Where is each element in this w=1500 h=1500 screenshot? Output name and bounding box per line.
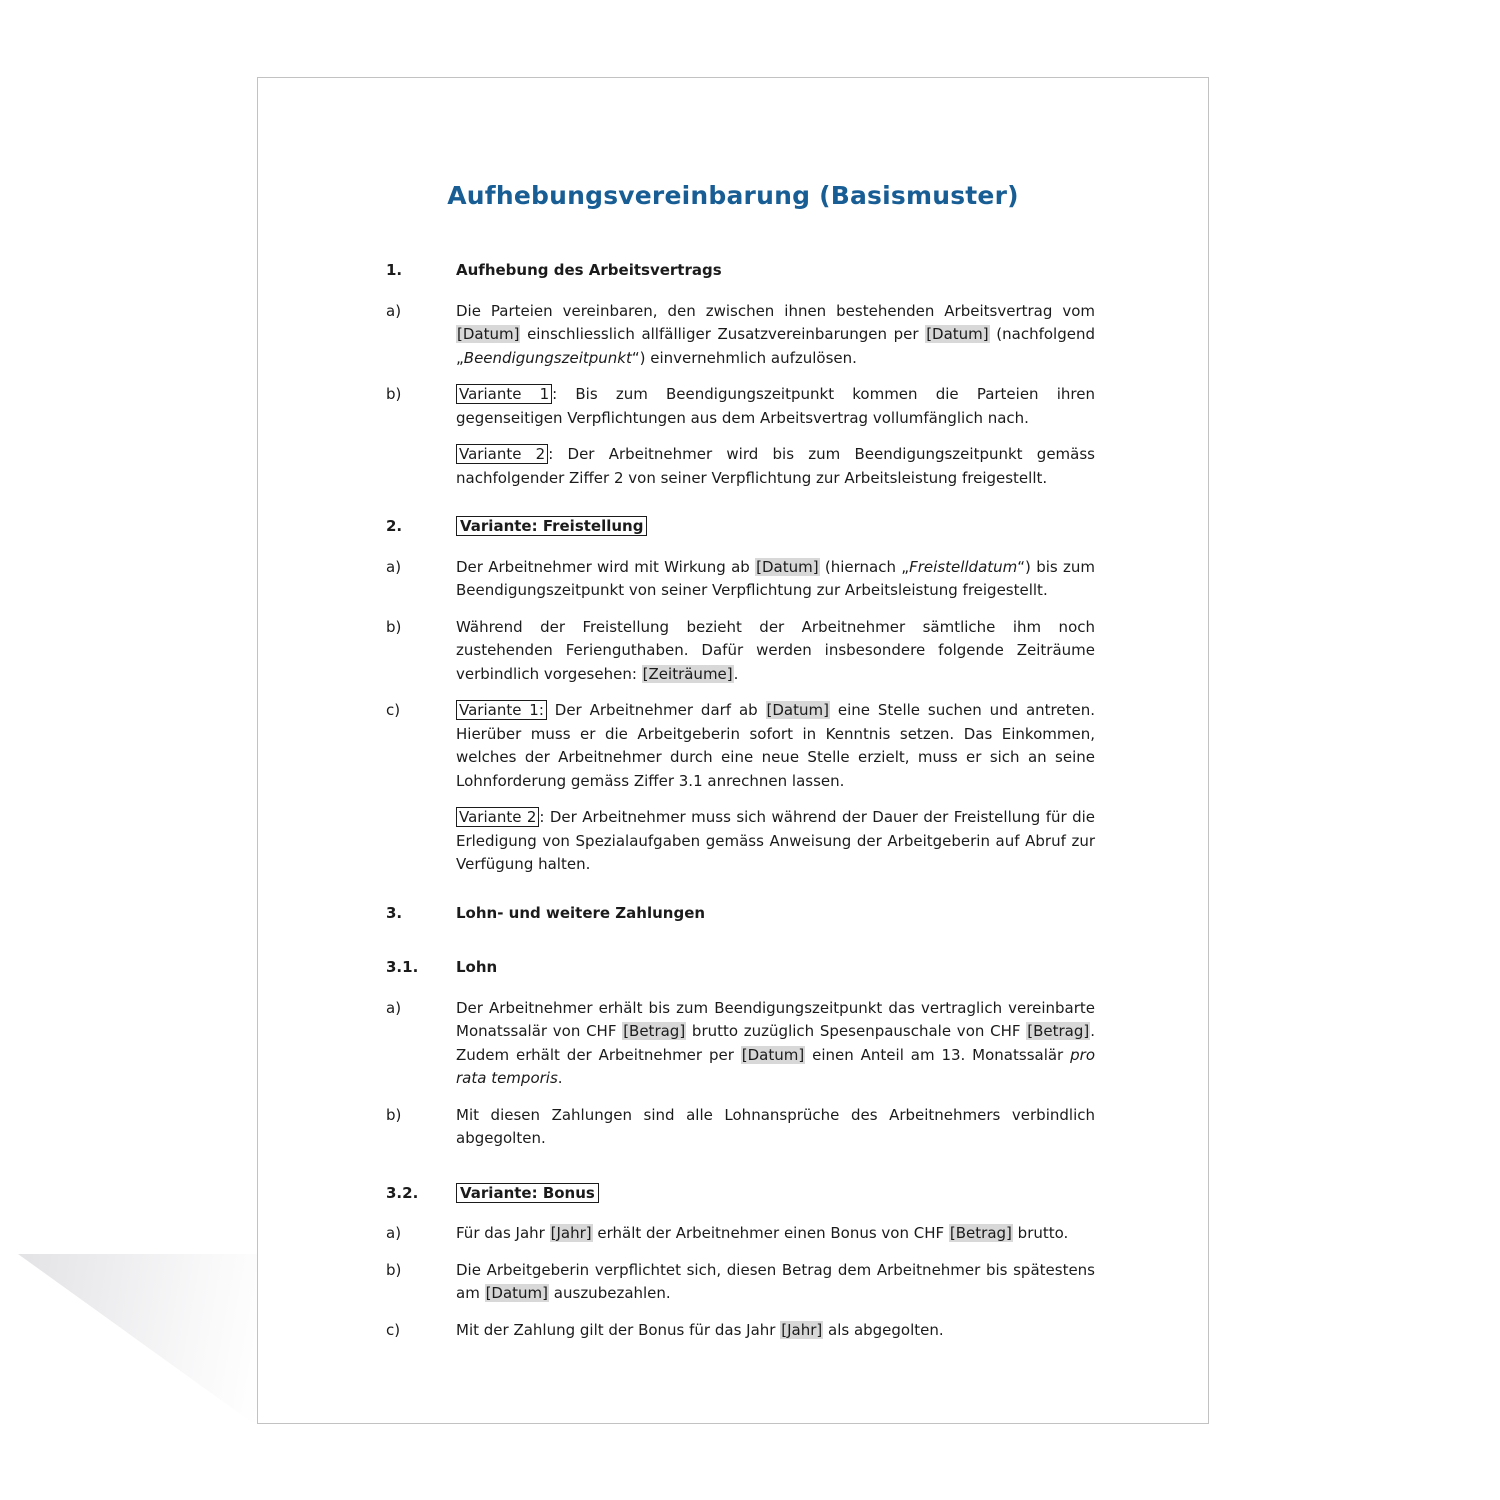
placeholder-token: [Datum] [457, 325, 520, 343]
paragraph [386, 1222, 1095, 1246]
text-run: Der Arbeitnehmer darf ab [546, 701, 766, 719]
text-run: “) bis zum Beendigungszeitpunkt von seiner Verpflichtung zur Arbeitsleistung freigestellt. [456, 557, 1096, 599]
item-label: a) [386, 301, 402, 320]
text-run: als abgegolten. [823, 1320, 944, 1339]
text-run: einschliesslich allfälliger Zusatzvereinbarungen per [520, 325, 926, 343]
paragraph [386, 699, 1095, 793]
italic-text: pro rata temporis [456, 1045, 1095, 1087]
variant-box: Variante 2 [456, 807, 539, 827]
item-label: 2. [386, 517, 403, 535]
paragraph [386, 556, 1095, 603]
text-run: . Zudem erhält der Arbeitnehmer per [456, 1022, 1095, 1064]
document-page [257, 77, 1209, 1424]
paragraph [386, 300, 1095, 371]
placeholder-token: [Zeiträume] [642, 664, 733, 683]
item-label: 3.2. [386, 1183, 419, 1202]
paragraph [386, 383, 1095, 430]
section-heading [386, 1182, 1095, 1206]
paragraph [386, 443, 1095, 490]
placeholder-token: [Jahr] [781, 1320, 823, 1339]
placeholder-token: [Betrag] [1027, 1022, 1090, 1040]
item-text [456, 616, 1095, 687]
text-run: (nachfolgend „ [456, 325, 1095, 367]
variant-heading-box: Variante: Bonus [456, 1183, 599, 1203]
section-heading [386, 259, 1095, 283]
text-run: Während der Freistellung bezieht der Arbeitnehmer sämtliche ihm noch zustehenden Ferienguthaben. Dafür werden insbesondere folgende Zeiträume verbindlich vorgesehen: [456, 617, 1095, 683]
item-text [456, 383, 1095, 430]
item-text [456, 443, 1095, 490]
item-label: c) [386, 1320, 401, 1339]
item-text [456, 556, 1095, 603]
text-run: auszubezahlen. [549, 1284, 671, 1302]
item-text [456, 1222, 1095, 1246]
variant-box: Variante 2 [456, 444, 548, 464]
placeholder-token: [Datum] [926, 325, 989, 343]
item-text [456, 300, 1095, 371]
text-run: einen Anteil am 13. Monatssalär [805, 1045, 1071, 1064]
paragraph [386, 1259, 1095, 1306]
text-run: brutto. [1012, 1224, 1069, 1242]
item-text [456, 1182, 1095, 1206]
section-heading [386, 902, 1095, 926]
bold-text: Aufhebung des Arbeitsvertrags [456, 261, 722, 279]
text-run: Die Arbeitgeberin verpflichtet sich, diesen Betrag dem Arbeitnehmer bis spätestens am [456, 1260, 1095, 1302]
item-label: c) [386, 701, 401, 719]
placeholder-token: [Datum] [485, 1284, 549, 1302]
text-run: Mit diesen Zahlungen sind alle Lohnansprüche des Arbeitnehmers verbindlich abgegolten. [456, 1105, 1095, 1147]
placeholder-token: [Betrag] [949, 1224, 1012, 1242]
item-label: a) [386, 557, 402, 576]
item-label: b) [386, 385, 402, 403]
placeholder-token: [Betrag] [623, 1022, 686, 1040]
item-label: a) [386, 998, 402, 1017]
text-run: Für das Jahr [456, 1224, 550, 1242]
italic-text: Freistelldatum [909, 557, 1018, 576]
item-label: a) [386, 1224, 402, 1242]
text-run: : Bis zum Beendigungszeitpunkt kommen die Parteien ihren gegenseitigen Verpflichtungen aus dem Arbeitsvertrag vollumfänglich nach. [456, 385, 1095, 427]
item-text [456, 997, 1095, 1091]
placeholder-token: [Datum] [756, 557, 819, 576]
text-run: . [733, 664, 739, 683]
text-run: Der Arbeitnehmer erhält bis zum Beendigungszeitpunkt das vertraglich vereinbarte Monatssalär von CHF [456, 998, 1095, 1040]
text-run: “) einvernehmlich aufzulösen. [631, 348, 857, 367]
placeholder-token: [Datum] [741, 1045, 805, 1064]
item-text [456, 956, 1095, 980]
paragraph [386, 1319, 1095, 1343]
item-text [456, 515, 1095, 539]
text-run: Mit der Zahlung gilt der Bonus für das Jahr [456, 1320, 781, 1339]
variant-box: Variante 1: [456, 700, 547, 720]
item-text [456, 1104, 1095, 1151]
paragraph [386, 616, 1095, 687]
text-run: : Der Arbeitnehmer wird bis zum Beendigungszeitpunkt gemäss nachfolgender Ziffer 2 von seiner Verpflichtung zur Arbeitsleistung freigestellt. [456, 445, 1095, 487]
variant-heading-box: Variante: Freistellung [456, 516, 647, 536]
item-text [456, 699, 1095, 793]
text-run: brutto zuzüglich Spesenpauschale von CHF [686, 1022, 1027, 1040]
item-text [456, 902, 1095, 926]
paragraph [386, 806, 1095, 877]
text-run: : Der Arbeitnehmer muss sich während der Dauer der Freistellung für die Erledigung von Spezialaufgaben gemäss Anweisung der Arbeitgeberin auf Abruf zur Verfügung halten. [456, 808, 1095, 873]
page-corner-shadow [18, 1254, 257, 1426]
item-label: b) [386, 617, 402, 636]
paragraph [386, 997, 1095, 1091]
text-run: (hiernach „ [819, 557, 910, 576]
section-heading [386, 956, 1095, 980]
item-label: 3.1. [386, 958, 419, 976]
text-run: Der Arbeitnehmer wird mit Wirkung ab [456, 557, 756, 576]
paragraph [386, 1104, 1095, 1151]
italic-text: Beendigungszeitpunkt [463, 348, 632, 367]
text-run: eine Stelle suchen und antreten. Hierüber muss er die Arbeitgeberin sofort in Kenntnis setzen. Das Einkommen, welches der Arbeitnehmer durch eine neue Stelle erzielt, muss er sich an seine Lohnforderung gemäss Ziffer 3.1 anrechnen lassen. [456, 701, 1096, 790]
document-body [386, 259, 1095, 1342]
item-label: 1. [386, 261, 403, 279]
variant-box: Variante 1 [456, 384, 552, 404]
section-heading [386, 515, 1095, 539]
item-text [456, 1319, 1095, 1343]
item-label: b) [386, 1260, 402, 1279]
placeholder-token: [Datum] [766, 701, 829, 719]
item-text [456, 259, 1095, 283]
item-text [456, 1259, 1095, 1306]
text-run: Die Parteien vereinbaren, den zwischen ihnen bestehenden Arbeitsvertrag vom [456, 301, 1095, 320]
item-text [456, 806, 1095, 877]
bold-text: Lohn [456, 958, 498, 976]
item-label: 3. [386, 903, 403, 922]
text-run: . [557, 1069, 563, 1087]
document-title: Aufhebungsvereinbarung (Basismuster) [447, 181, 1019, 210]
placeholder-token: [Jahr] [550, 1224, 592, 1242]
text-run: erhält der Arbeitnehmer einen Bonus von CHF [592, 1224, 949, 1242]
item-label: b) [386, 1105, 402, 1124]
bold-text: Lohn- und weitere Zahlungen [456, 903, 706, 922]
